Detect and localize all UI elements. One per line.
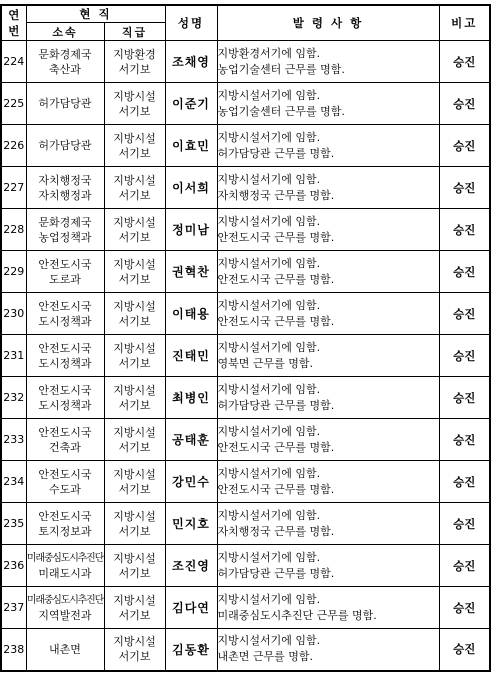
order-cell	[217, 251, 439, 293]
department-line-2: 미래도시과	[38, 566, 92, 580]
grade-line-2: 서기보	[118, 104, 151, 118]
order-line-2: 농업기술센터 근무를 명함.	[217, 62, 345, 76]
grade-cell	[104, 251, 165, 293]
grade-line-1: 지방환경	[113, 47, 156, 61]
department-line-1: 안전도시국	[38, 299, 92, 313]
name-cell: 조진영	[165, 545, 217, 587]
header-order: 발 령 사 항	[217, 5, 439, 41]
department-cell	[26, 125, 104, 167]
table-row	[1, 251, 490, 293]
grade-cell	[104, 377, 165, 419]
header-department: 소속	[26, 23, 104, 41]
name-cell: 정미남	[165, 209, 217, 251]
grade-cell	[104, 419, 165, 461]
name-cell: 권혁찬	[165, 251, 217, 293]
grade-cell	[104, 41, 165, 83]
table-row	[1, 335, 490, 377]
table-row	[1, 587, 490, 629]
name-cell: 진태민	[165, 335, 217, 377]
grade-line-1: 지방시설	[113, 215, 156, 229]
order-line-2: 허가담당관 근무를 명함.	[217, 566, 335, 580]
name-cell: 이태용	[165, 293, 217, 335]
order-line-2: 안전도시국 근무를 명함.	[217, 314, 335, 328]
seq-cell: 232	[1, 377, 26, 419]
department-line-2: 축산과	[49, 62, 81, 76]
department-line-2: 도시정책과	[38, 398, 92, 412]
header-note: 비고	[439, 5, 490, 41]
name-cell: 민지호	[165, 503, 217, 545]
order-cell	[217, 419, 439, 461]
name-cell: 강민수	[165, 461, 217, 503]
department-line-2: 토지정보과	[38, 524, 92, 538]
department-line-1: 미래중심도시추진단	[26, 594, 104, 606]
grade-line-2: 서기보	[118, 356, 151, 370]
order-line-1: 지방시설서기에 임함.	[217, 634, 321, 648]
department-line-2: 수도과	[49, 482, 81, 496]
order-cell	[217, 125, 439, 167]
name-cell: 조채영	[165, 41, 217, 83]
grade-line-1: 지방시설	[113, 173, 156, 187]
grade-line-2: 서기보	[118, 482, 151, 496]
department-line-2: 지역발전과	[38, 608, 92, 622]
seq-cell: 238	[1, 629, 26, 671]
table-row	[1, 125, 490, 167]
grade-line-1: 지방시설	[113, 257, 156, 271]
grade-line-2: 서기보	[118, 398, 151, 412]
department-line-1: 안전도시국	[38, 383, 92, 397]
department-cell	[26, 251, 104, 293]
seq-cell: 233	[1, 419, 26, 461]
grade-line-1: 지방시설	[113, 131, 156, 145]
header-seq-bottom: 번	[8, 24, 20, 38]
department-cell	[26, 545, 104, 587]
seq-cell: 224	[1, 41, 26, 83]
grade-line-2: 서기보	[118, 314, 151, 328]
order-cell	[217, 461, 439, 503]
name-cell: 이서희	[165, 167, 217, 209]
order-cell	[217, 209, 439, 251]
department-cell	[26, 83, 104, 125]
grade-cell	[104, 545, 165, 587]
grade-line-2: 서기보	[118, 272, 151, 286]
department-line-2: 농업정책과	[38, 230, 92, 244]
order-line-2: 내촌면 근무를 명함.	[217, 650, 314, 664]
department-line-2: 도로과	[49, 272, 81, 286]
note-cell: 승진	[439, 251, 490, 293]
note-cell: 승진	[439, 125, 490, 167]
department-line-2: 도시정책과	[38, 314, 92, 328]
order-line-1: 지방시설서기에 임함.	[217, 508, 321, 522]
note-cell: 승진	[439, 503, 490, 545]
grade-cell	[104, 587, 165, 629]
department-line-1: 미래중심도시추진단	[26, 552, 104, 564]
table-row	[1, 461, 490, 503]
table-body	[1, 41, 490, 671]
order-line-2: 허가담당관 근무를 명함.	[217, 146, 335, 160]
department-line-1: 안전도시국	[38, 509, 92, 523]
grade-cell	[104, 461, 165, 503]
grade-line-2: 서기보	[118, 524, 151, 538]
order-line-1: 지방시설서기에 임함.	[217, 592, 321, 606]
grade-cell	[104, 503, 165, 545]
grade-line-1: 지방시설	[113, 593, 156, 607]
order-cell	[217, 545, 439, 587]
grade-line-2: 서기보	[118, 230, 151, 244]
note-cell: 승진	[439, 41, 490, 83]
grade-line-2: 서기보	[118, 608, 151, 622]
order-cell	[217, 629, 439, 671]
department-line-1: 문화경제국	[38, 47, 92, 61]
order-line-1: 지방시설서기에 임함.	[217, 88, 321, 102]
order-line-2: 안전도시국 근무를 명함.	[217, 230, 335, 244]
grade-cell	[104, 293, 165, 335]
note-cell: 승진	[439, 377, 490, 419]
name-cell: 이효민	[165, 125, 217, 167]
order-line-1: 지방시설서기에 임함.	[217, 298, 321, 312]
seq-cell: 227	[1, 167, 26, 209]
name-cell: 이준기	[165, 83, 217, 125]
order-cell	[217, 503, 439, 545]
grade-line-1: 지방시설	[113, 467, 156, 481]
grade-cell	[104, 125, 165, 167]
personnel-order-sheet	[0, 4, 491, 672]
header-name: 성명	[165, 5, 217, 41]
table-row	[1, 545, 490, 587]
grade-cell	[104, 209, 165, 251]
note-cell: 승진	[439, 335, 490, 377]
grade-cell	[104, 83, 165, 125]
seq-cell: 237	[1, 587, 26, 629]
department-cell	[26, 167, 104, 209]
seq-cell: 229	[1, 251, 26, 293]
grade-line-2: 서기보	[118, 62, 151, 76]
order-line-1: 지방시설서기에 임함.	[217, 172, 321, 186]
seq-cell: 234	[1, 461, 26, 503]
order-cell	[217, 83, 439, 125]
seq-cell: 225	[1, 83, 26, 125]
grade-cell	[104, 167, 165, 209]
name-cell: 최병인	[165, 377, 217, 419]
department-line-1: 허가담당관	[38, 139, 92, 152]
grade-line-2: 서기보	[118, 146, 151, 160]
order-line-1: 지방시설서기에 임함.	[217, 256, 321, 270]
note-cell: 승진	[439, 419, 490, 461]
department-line-2: 자치행정과	[38, 188, 92, 202]
department-line-2: 건축과	[49, 440, 81, 454]
order-cell	[217, 293, 439, 335]
department-line-1: 허가담당관	[38, 97, 92, 110]
table-row	[1, 41, 490, 83]
order-line-1: 지방시설서기에 임함.	[217, 382, 321, 396]
grade-line-1: 지방시설	[113, 341, 156, 355]
department-cell	[26, 461, 104, 503]
grade-cell	[104, 335, 165, 377]
note-cell: 승진	[439, 629, 490, 671]
department-line-1: 안전도시국	[38, 341, 92, 355]
table-row	[1, 167, 490, 209]
grade-line-1: 지방시설	[113, 383, 156, 397]
grade-line-2: 서기보	[118, 650, 151, 664]
seq-cell: 235	[1, 503, 26, 545]
seq-cell: 226	[1, 125, 26, 167]
grade-line-2: 서기보	[118, 188, 151, 202]
table-row	[1, 377, 490, 419]
grade-line-1: 지방시설	[113, 89, 156, 103]
order-line-2: 자치행정국 근무를 명함.	[217, 188, 335, 202]
grade-line-2: 서기보	[118, 566, 151, 580]
grade-line-1: 지방시설	[113, 635, 156, 649]
grade-line-1: 지방시설	[113, 299, 156, 313]
department-cell	[26, 335, 104, 377]
table-row	[1, 209, 490, 251]
note-cell: 승진	[439, 587, 490, 629]
order-cell	[217, 377, 439, 419]
order-line-2: 안전도시국 근무를 명함.	[217, 272, 335, 286]
note-cell: 승진	[439, 545, 490, 587]
order-line-1: 지방시설서기에 임함.	[217, 424, 321, 438]
table-row	[1, 83, 490, 125]
personnel-order-table	[0, 4, 491, 672]
table-header	[1, 5, 490, 41]
header-grade: 직급	[104, 23, 165, 41]
department-line-1: 내촌면	[49, 642, 81, 656]
seq-cell: 230	[1, 293, 26, 335]
name-cell: 공태훈	[165, 419, 217, 461]
order-line-2: 안전도시국 근무를 명함.	[217, 440, 335, 454]
order-cell	[217, 41, 439, 83]
header-seq-top: 연	[8, 8, 20, 22]
table-row	[1, 419, 490, 461]
grade-line-1: 지방시설	[113, 425, 156, 439]
note-cell: 승진	[439, 209, 490, 251]
order-line-1: 지방시설서기에 임함.	[217, 466, 321, 480]
table-row	[1, 503, 490, 545]
department-cell	[26, 209, 104, 251]
name-cell: 김다연	[165, 587, 217, 629]
department-cell	[26, 41, 104, 83]
department-cell	[26, 629, 104, 671]
department-line-1: 안전도시국	[38, 467, 92, 481]
name-cell: 김동환	[165, 629, 217, 671]
order-line-1: 지방시설서기에 임함.	[217, 130, 321, 144]
seq-cell: 231	[1, 335, 26, 377]
order-line-1: 지방시설서기에 임함.	[217, 550, 321, 564]
order-line-1: 지방시설서기에 임함.	[217, 340, 321, 354]
grade-cell	[104, 629, 165, 671]
grade-line-2: 서기보	[118, 440, 151, 454]
grade-line-1: 지방시설	[113, 551, 156, 565]
department-line-1: 안전도시국	[38, 257, 92, 271]
order-line-2: 영북면 근무를 명함.	[217, 356, 314, 370]
order-cell	[217, 587, 439, 629]
department-cell	[26, 419, 104, 461]
department-line-1: 문화경제국	[38, 215, 92, 229]
order-line-1: 지방시설서기에 임함.	[217, 214, 321, 228]
grade-line-1: 지방시설	[113, 509, 156, 523]
department-cell	[26, 377, 104, 419]
department-line-1: 안전도시국	[38, 425, 92, 439]
note-cell: 승진	[439, 83, 490, 125]
seq-cell: 228	[1, 209, 26, 251]
note-cell: 승진	[439, 461, 490, 503]
note-cell: 승진	[439, 167, 490, 209]
department-cell	[26, 293, 104, 335]
header-current-position: 현 직	[26, 5, 165, 23]
order-line-2: 농업기술센터 근무를 명함.	[217, 104, 345, 118]
order-line-1: 지방환경서기에 임함.	[217, 46, 321, 60]
header-seq	[1, 5, 26, 41]
order-cell	[217, 167, 439, 209]
table-row	[1, 293, 490, 335]
order-line-2: 미래중심도시추진단 근무를 명함.	[217, 608, 377, 622]
department-line-1: 자치행정국	[38, 173, 92, 187]
department-cell	[26, 503, 104, 545]
order-cell	[217, 335, 439, 377]
order-line-2: 자치행정국 근무를 명함.	[217, 524, 335, 538]
department-line-2: 도시정책과	[38, 356, 92, 370]
order-line-2: 안전도시국 근무를 명함.	[217, 482, 335, 496]
table-row	[1, 629, 490, 671]
order-line-2: 허가담당관 근무를 명함.	[217, 398, 335, 412]
department-cell	[26, 587, 104, 629]
seq-cell: 236	[1, 545, 26, 587]
note-cell: 승진	[439, 293, 490, 335]
